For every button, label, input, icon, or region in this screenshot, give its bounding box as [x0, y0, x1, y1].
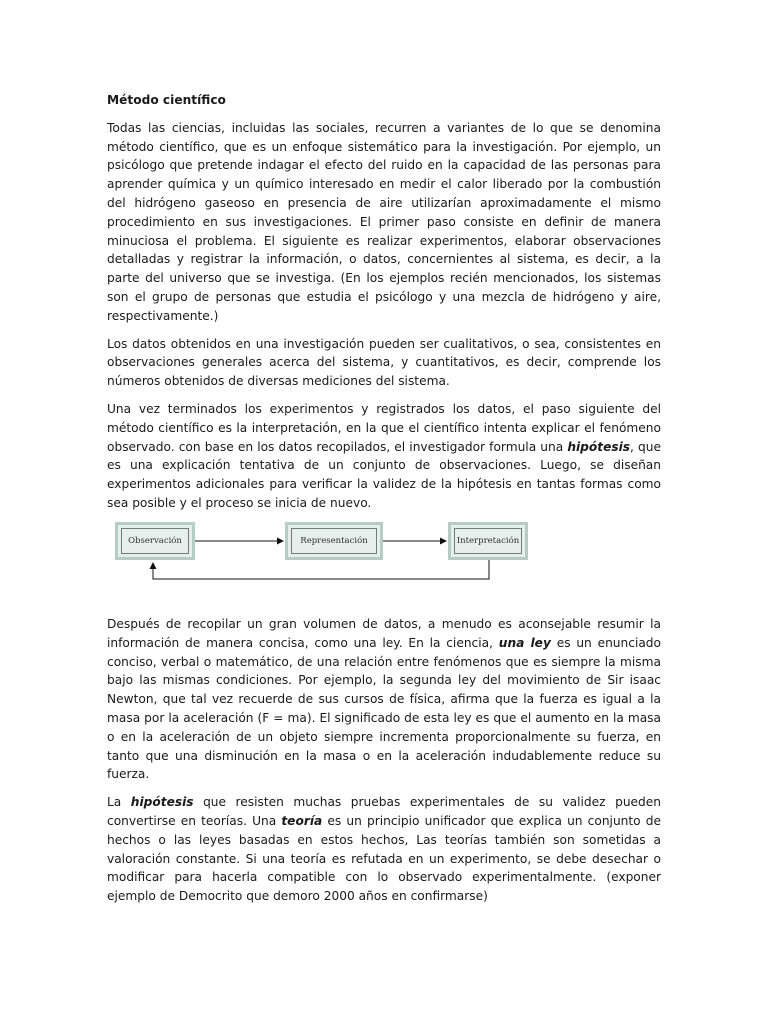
- box-observacion: [115, 522, 195, 560]
- scientific-method-diagram: [115, 519, 531, 583]
- paragraph-4-text-c: es un enunciado conciso, verbal o matemático, de una relación entre fenómenos que es siempre la misma bajo las mismas condiciones. Por ejemplo, la segunda ley del movimiento de Sir isaac Newton, que tal vez recuerde de sus cursos de física, afirma que la fuerza es igual a la masa por la aceleración (F = ma). El significado de esta ley es que el aumento en la masa o en la aceleración de un objeto siempre incrementa proporcionalmente su fuerza, en tanto que una disminución en la masa o en la aceleración indudablemente reduce su fuerza.: [107, 635, 661, 782]
- paragraph-4: [107, 615, 661, 784]
- box-representacion: [285, 522, 383, 560]
- paragraph-3-text-a: Una vez terminados los experimentos y registrados los datos, el paso siguiente del método científico es la interpretación, en la que el científico intenta explicar el fenómeno observado. con base en los datos recopilados, el investigador formula una: [107, 401, 661, 454]
- box-interpretacion: [448, 522, 528, 560]
- emphasis-una-ley: una ley: [498, 635, 551, 650]
- paragraph-4-text-a: Después de recopilar un gran volumen de datos, a menudo es aconsejable resumir la información de manera concisa, como una ley. En la ciencia,: [107, 617, 661, 650]
- box-observacion-label: Observación: [121, 528, 189, 554]
- document-body: [107, 91, 661, 522]
- document-title: Método científico: [107, 93, 226, 107]
- arrow-feedback-loop: [153, 560, 489, 579]
- emphasis-hipotesis: hipótesis: [567, 439, 631, 454]
- paragraph-3-text-c: , que es una explicación tentativa de un conjunto de observaciones. Luego, se diseñan experimentos adicionales para verificar la validez de la hipótesis en tantas formas como sea posible y el proceso se inicia de nuevo.: [107, 439, 661, 510]
- paragraph-3: [107, 400, 661, 513]
- paragraph-5-text-a: La: [107, 795, 131, 810]
- emphasis-teoria: teoría: [281, 813, 323, 828]
- paragraph-1: Todas las ciencias, incluidas las sociales, recurren a variantes de lo que se denomina método científico, que es un enfoque sistemático para la investigación. Por ejemplo, un psicólogo que pretende indagar el efecto del ruido en la capacidad de las personas para aprender química y un químico interesado en medir el calor liberado por la combustión del hidrógeno gaseoso en presencia de aire utilizarían aproximadamente el mismo procedimiento en sus investigaciones. El primer paso consiste en definir de manera minuciosa el problema. El siguiente es realizar experimentos, elaborar observaciones detalladas y registrar la información, o datos, concernientes al sistema, es decir, a la parte del universo que se investiga. (En los ejemplos recién mencionados, los sistemas son el grupo de personas que estudia el psicólogo y una mezcla de hidrógeno y aire, respectivamente.): [107, 120, 661, 323]
- emphasis-hipotesis-2: hipótesis: [130, 795, 194, 810]
- paragraph-5-text-c: que resisten muchas pruebas experimentales de su validez pueden convertirse en teorías. Una: [107, 795, 661, 828]
- paragraph-5: [107, 793, 661, 906]
- box-interpretacion-label: Interpretación: [454, 528, 522, 554]
- paragraph-5-text-e: es un principio unificador que explica un conjunto de hechos o las leyes basadas en estos hechos, Las teorías también son sometidas a valoración constante. Si una teoría es refutada en un experimento, se debe desechar o modificar para hacerla compatible con lo observado experimentalmente. (exponer ejemplo de Democrito que demoro 2000 años en confirmarse): [107, 813, 661, 904]
- box-representacion-label: Representación: [291, 528, 377, 554]
- paragraph-2: Los datos obtenidos en una investigación pueden ser cualitativos, o sea, consistentes en observaciones generales acerca del sistema, y cuantitativos, es decir, comprende los números obtenidos de diversas mediciones del sistema.: [107, 336, 661, 389]
- document-body-lower: [107, 615, 661, 915]
